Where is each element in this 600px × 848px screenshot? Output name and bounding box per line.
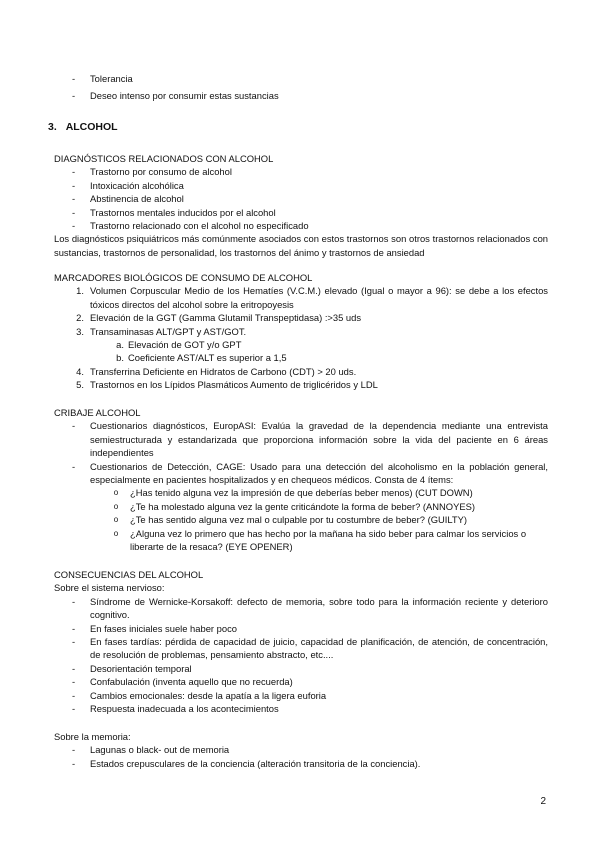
cage-item [54, 527, 548, 554]
cage-item [54, 513, 548, 526]
numbered-item [54, 325, 548, 338]
list-item [54, 219, 548, 232]
numbered-item-text: Transferrina Deficiente en Hidratos de Carbono (CDT) > 20 uds. [90, 365, 357, 377]
item-number: 2. [76, 312, 84, 324]
list-item [54, 192, 548, 205]
marcadores-heading: MARCADORES BIOLÓGICOS DE CONSUMO DE ALCOHOL [54, 272, 313, 283]
numbered-item-text: Elevación de la GGT (Gamma Glutamil Transpeptidasa) :>35 uds [90, 312, 362, 324]
dash-marker: - [72, 220, 76, 232]
list-item-text: En fases iniciales suele haber poco [90, 622, 237, 634]
memoria-section [54, 730, 548, 770]
list-item [54, 689, 548, 702]
list-item-text: Confabulación (inventa aquello que no recuerda) [90, 676, 293, 688]
sub-item [54, 351, 548, 364]
dash-marker: - [72, 90, 76, 102]
list-item-text: En fases tardías: pérdida de capacidad de juicio, capacidad de planificación, de atención, de concentración, de resolución de problemas, pensamiento abstracto, etc.... [90, 636, 548, 661]
list-item-text: Cuestionarios diagnósticos, EuropASI: Evalúa la gravedad de la dependencia mediante una entrevista semiestructurada y estandarizada que proporciona información sobre la vida del paciente en 6 áreas independientes [90, 420, 548, 459]
consecuencias-heading: CONSECUENCIAS DEL ALCOHOL [54, 569, 204, 580]
dash-marker: - [72, 744, 76, 756]
dash-marker: - [72, 676, 76, 688]
list-item-text: Tolerancia [90, 73, 133, 84]
list-item-text: Síndrome de Wernicke-Korsakoff: defecto de memoria, sobre todo para la información reciente y deterioro cognitivo. [90, 595, 548, 621]
list-item-text: Abstinencia de alcohol [90, 193, 184, 205]
list-item [54, 662, 548, 675]
list-item-text: Estados crepusculares de la conciencia (alteración transitoria de la conciencia). [90, 757, 421, 769]
list-item [54, 419, 548, 459]
item-number: 3. [76, 325, 84, 337]
sub-item-text: Elevación de GOT y/o GPT [128, 339, 242, 351]
dash-marker: - [72, 179, 76, 191]
diagnosticos-paragraph: Los diagnósticos psiquiátricos más comúnmente asociados con estos trastornos son otros trastornos relacionados con sustancias, trastornos de personalidad, los trastornos del ánimo y trastornos de ansiedad [54, 233, 548, 258]
list-item [54, 743, 548, 756]
list-item [54, 460, 548, 487]
numbered-item [54, 378, 548, 391]
dash-marker: - [72, 595, 76, 607]
numbered-item [54, 311, 548, 324]
list-item-text: Trastorno por consumo de alcohol [90, 166, 232, 178]
diagnosticos-heading: DIAGNÓSTICOS RELACIONADOS CON ALCOHOL [54, 153, 274, 164]
sub-item-text: Coeficiente AST/ALT es superior a 1,5 [128, 352, 287, 364]
cribaje-section [54, 406, 548, 553]
cage-item-text: ¿Alguna vez lo primero que has hecho por la mañana ha sido beber para calmar los servicios o liberarte de la resaca? (EYE OPENER) [130, 527, 527, 553]
list-item-text: Desorientación temporal [90, 662, 192, 674]
list-item [54, 165, 548, 178]
list-item-text: Cambios emocionales: desde la apatía a la ligera euforia [90, 689, 327, 701]
list-item-text: Trastorno relacionado con el alcohol no especificado [90, 220, 309, 232]
diagnosticos-section [54, 152, 548, 259]
numbered-item [54, 284, 548, 311]
cage-item [54, 486, 548, 499]
cage-item-text: ¿Te ha molestado alguna vez la gente criticándote la forma de beber? (ANNOYES) [130, 500, 475, 512]
dash-marker: - [72, 420, 76, 432]
section-title-text: ALCOHOL [65, 121, 118, 133]
list-item [54, 179, 548, 192]
list-item-text: Cuestionarios de Detección, CAGE: Usado para una detección del alcoholismo en la población general, especialmente en pacientes hospitalizados y en chequeos médicos. Consta de 4 ítems: [90, 460, 548, 486]
bullet-marker: o [113, 488, 119, 498]
list-item [54, 757, 548, 770]
section-title [48, 121, 548, 134]
page-number: 2 [540, 796, 546, 807]
list-item [54, 89, 548, 102]
item-number: 4. [76, 365, 84, 377]
sub-item-letter: a. [116, 339, 124, 351]
list-item-text: Respuesta inadecuada a los acontecimientos [90, 703, 279, 715]
list-item-text: Trastornos mentales inducidos por el alcohol [90, 206, 276, 218]
dash-marker: - [72, 193, 76, 205]
dash-marker: - [72, 689, 76, 701]
numbered-item-text: Trastornos en los Lípidos Plasmáticos Aumento de triglicéridos y LDL [90, 379, 378, 391]
list-item-text: Lagunas o black- out de memoria [90, 744, 230, 756]
memoria-label: Sobre la memoria: [54, 731, 131, 742]
nervioso-label: Sobre el sistema nervioso: [54, 582, 165, 594]
list-item [54, 206, 548, 219]
numbered-item-text: Transaminasas ALT/GPT y AST/GOT. [90, 325, 247, 337]
list-item [54, 635, 548, 662]
section-number: 3. [48, 121, 57, 133]
marcadores-section [54, 271, 548, 392]
cage-item [54, 500, 548, 513]
dash-marker: - [72, 166, 76, 178]
consecuencias-section [54, 568, 548, 715]
cribaje-heading: CRIBAJE ALCOHOL [54, 407, 141, 418]
sub-item-letter: b. [116, 352, 124, 364]
list-item-text: Deseo intenso por consumir estas sustancias [90, 90, 279, 102]
cage-item-text: ¿Te has sentido alguna vez mal o culpable por tu costumbre de beber? (GUILTY) [130, 514, 467, 526]
list-item [54, 595, 548, 622]
dash-marker: - [72, 636, 76, 648]
list-item [54, 702, 548, 715]
dash-marker: - [72, 460, 76, 472]
item-number: 5. [76, 379, 84, 391]
numbered-item [54, 365, 548, 378]
list-item [54, 72, 548, 85]
dash-marker: - [72, 703, 76, 715]
dash-marker: - [72, 757, 76, 769]
dash-marker: - [72, 662, 76, 674]
list-item-text: Intoxicación alcohólica [90, 179, 184, 191]
dash-marker: - [72, 622, 76, 634]
numbered-item-text: Volumen Corpuscular Medio de los Hematíes (V.C.M.) elevado (Igual o mayor a 96): se debe a los efectos tóxicos directos del alcohol sobre la eritropoyesis [90, 285, 548, 310]
cage-item-text: ¿Has tenido alguna vez la impresión de que deberías beber menos) (CUT DOWN) [130, 487, 473, 499]
bullet-marker: o [113, 501, 119, 511]
bullet-marker: o [113, 515, 119, 525]
dash-marker: - [72, 206, 76, 218]
bullet-marker: o [113, 528, 119, 538]
list-item [54, 622, 548, 635]
dash-marker: - [72, 73, 76, 84]
item-number: 1. [76, 285, 84, 297]
top-list [54, 72, 548, 103]
sub-item [54, 338, 548, 351]
list-item [54, 675, 548, 688]
